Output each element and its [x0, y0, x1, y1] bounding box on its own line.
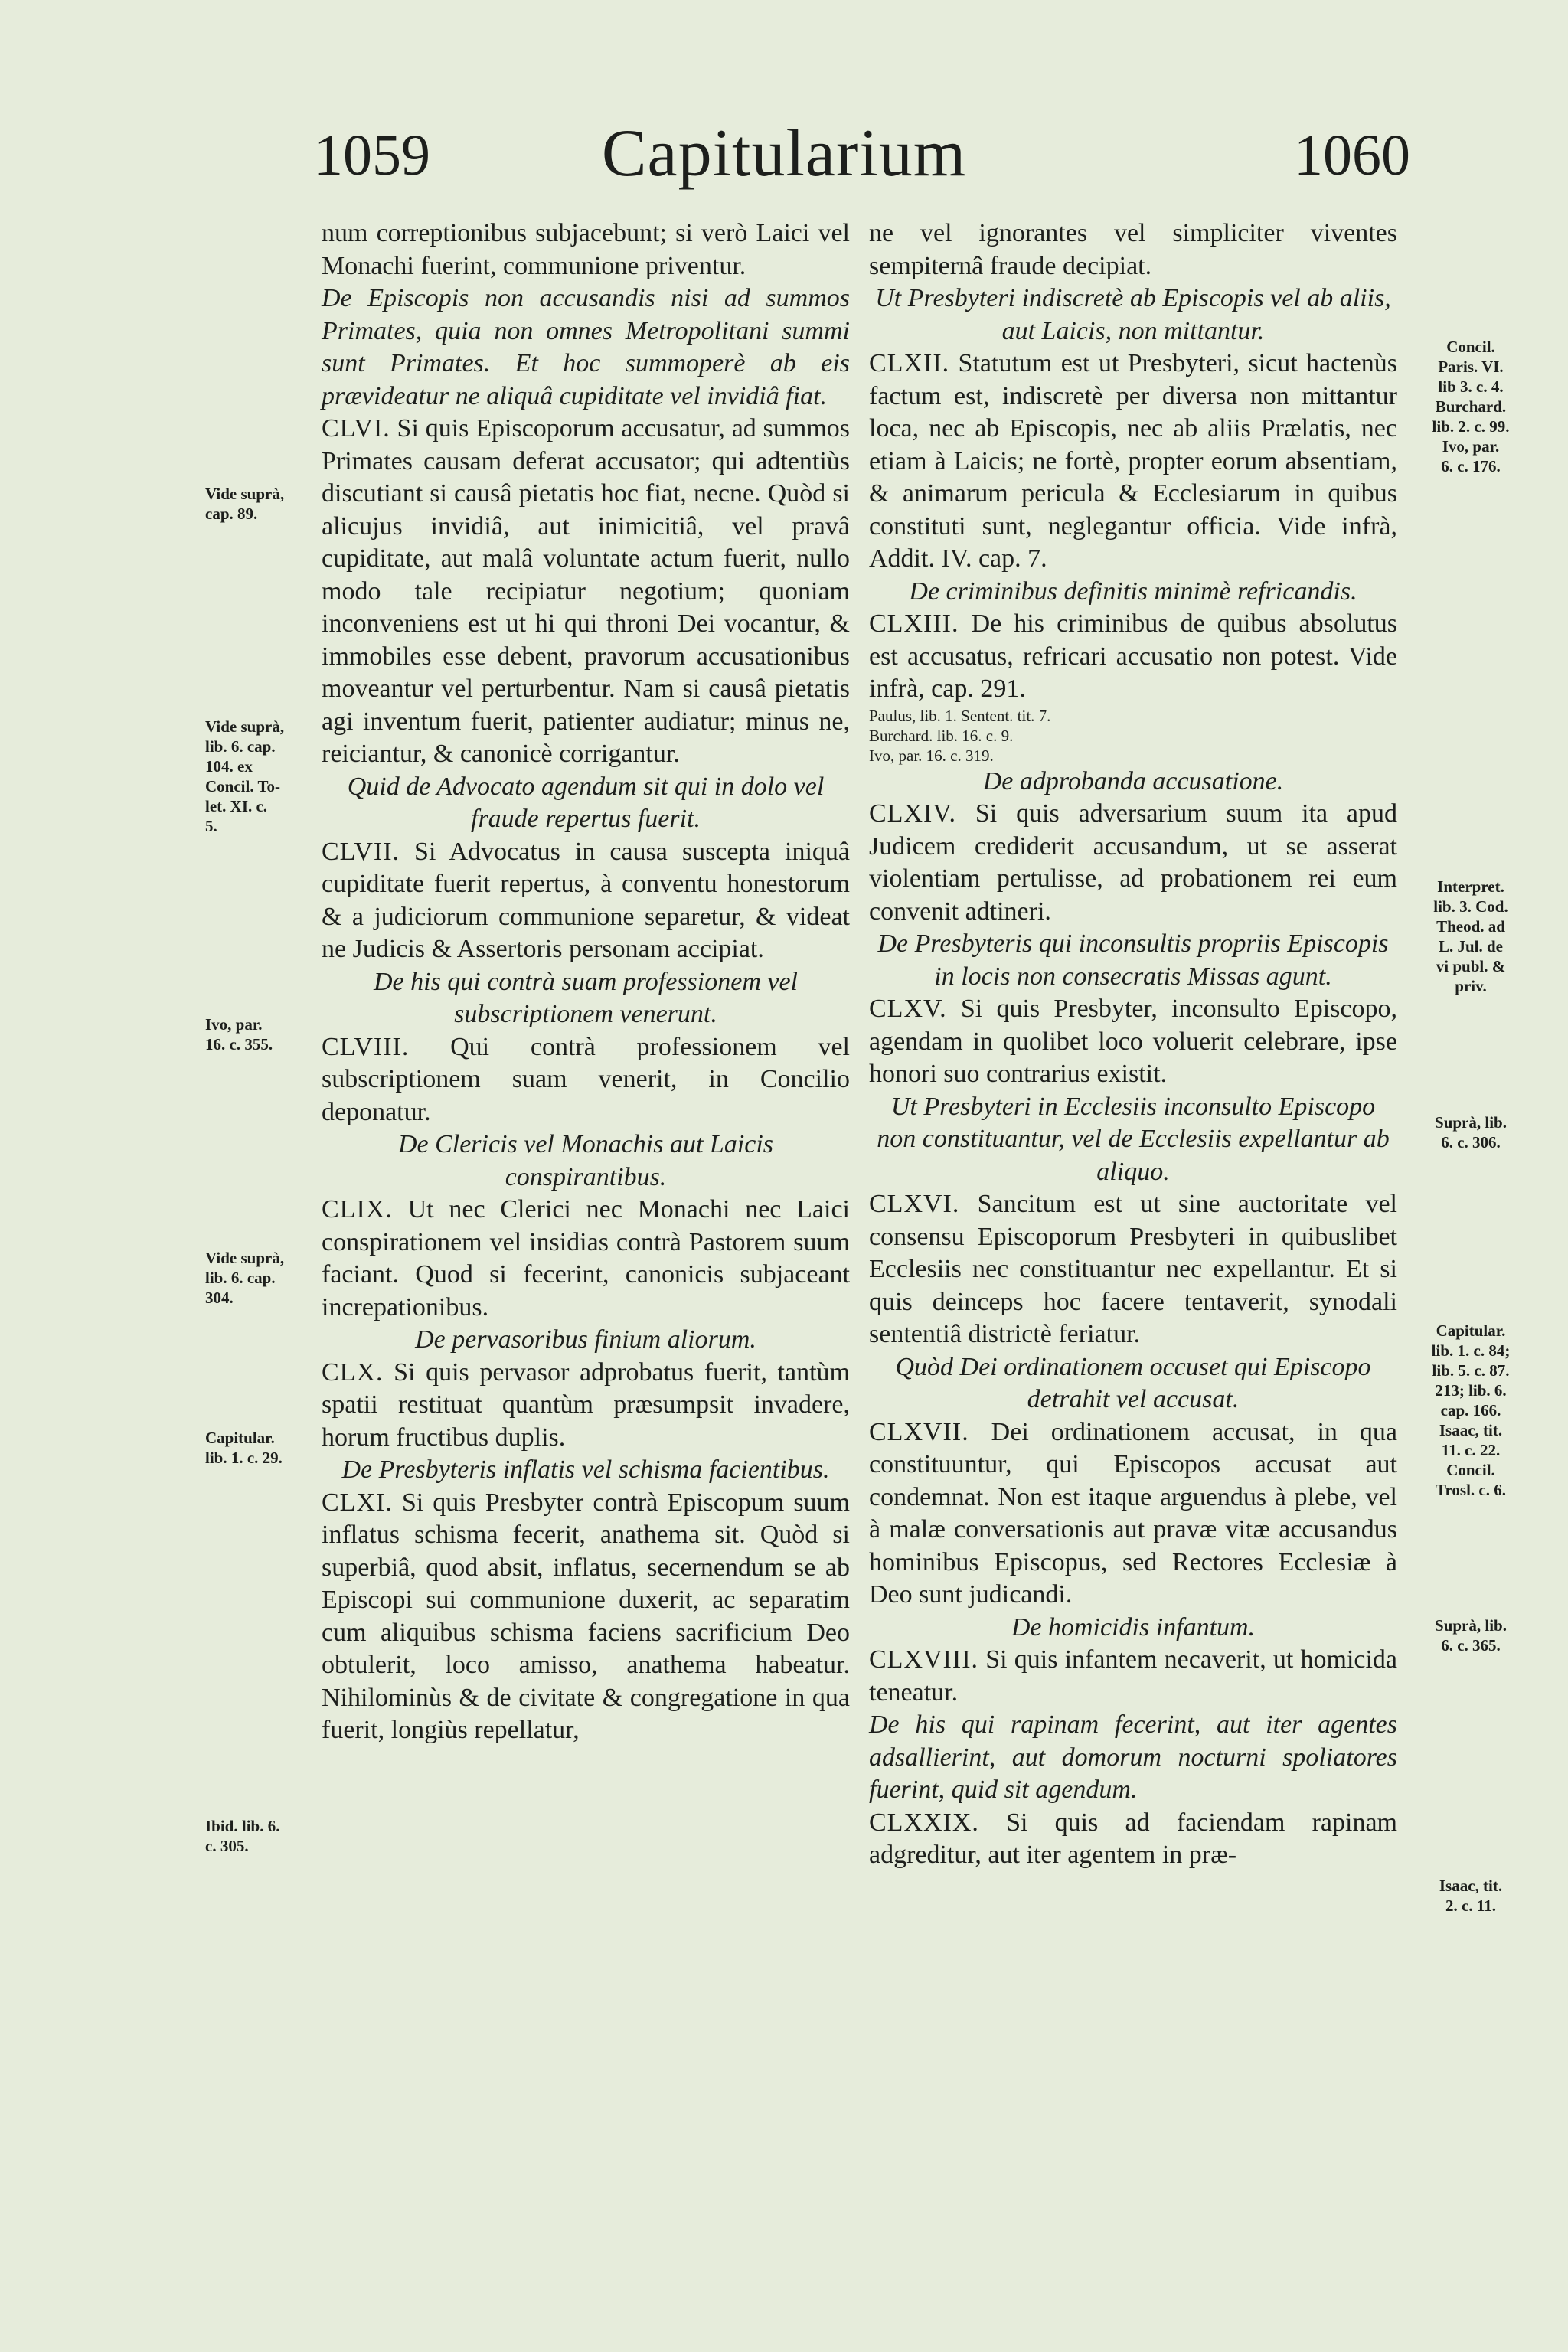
chapter-heading: De Presbyteris inflatis vel schisma facientibus.	[341, 1455, 830, 1484]
margin-note-right: Suprà, lib. 6. c. 365.	[1435, 1616, 1507, 1655]
chapter-number: CLXVI.	[869, 1190, 960, 1218]
chapter-heading: De Episcopis non accusandis nisi ad summos Primates, quia non omnes Metropolitani summi sunt Primates. Et hoc summoperè ab eis prævideatur ne aliquâ cupiditate vel invidiâ fiat.	[322, 284, 850, 410]
chapter-text	[322, 1487, 850, 1747]
source-references	[869, 706, 1397, 766]
margin-note-right: Capitular. lib. 1. c. 84; lib. 5. c. 87. 213; lib. 6. cap. 166. Isaac, tit. 11. c. 22. Concil. Trosl. c. 6.	[1431, 1321, 1511, 1499]
chapter-text	[322, 836, 850, 966]
chapter-number: CLXIII.	[869, 609, 959, 638]
margin-note-right: Suprà, lib. 6. c. 306.	[1435, 1113, 1507, 1152]
chapter-number: CLXXIX.	[869, 1808, 979, 1837]
chapter-text	[322, 1357, 850, 1455]
chapter-number: CLXI.	[322, 1488, 393, 1517]
chapter-text	[869, 1188, 1397, 1351]
chapter-heading: De his qui rapinam fecerint, aut iter agentes adsallierint, aut domorum nocturni spoliatores fuerint, quid sit agendum.	[869, 1710, 1397, 1804]
margin-note-left: Vide suprà, lib. 6. cap. 104. ex Concil. To- let. XI. c. 5.	[205, 717, 285, 835]
paragraph: num correptionibus subjacebunt; si verò Laici vel Monachi fuerint, communione priventur.	[322, 219, 850, 280]
margin-note-left: Ivo, par. 16. c. 355.	[205, 1015, 273, 1054]
chapter-heading: Ut Presbyteri in Ecclesiis inconsulto Episcopo non constituantur, vel de Ecclesiis expellantur ab aliquo.	[877, 1092, 1390, 1186]
page-number-left: 1059	[314, 123, 430, 188]
source-line: Ivo, par. 16. c. 319.	[869, 746, 994, 765]
chapter-body: Si Advocatus in causa suscepta iniquâ cupiditate fuerit repertus, à conventu honestorum & a judiciorum communione separetur, & videat ne Judicis & Assertoris personam accipiat.	[322, 837, 850, 963]
chapter-number: CLXVIII.	[869, 1645, 979, 1674]
chapter-number: CLXV.	[869, 995, 947, 1023]
chapter-number: CLVIII.	[322, 1032, 410, 1061]
chapter-heading: De pervasoribus finium aliorum.	[415, 1325, 756, 1354]
chapter-text	[322, 413, 850, 771]
margin-note-left: Vide suprà, cap. 89.	[205, 485, 285, 523]
source-line: Burchard. lib. 16. c. 9.	[869, 726, 1014, 745]
chapter-number: CLXII.	[869, 349, 950, 377]
chapter-body: Si quis Episcoporum accusatur, ad summos Primates causam deferat accusator; qui adtentiùs discutiant si causâ pietatis hoc fiat, necne. Quòd si alicujus invidiâ, aut inimicitiâ, vel pravâ cupiditate, aut malâ voluntate actum fuerit, nullo modo tale recipiatur negotium; quoniam inconveniens est ut hi qui throni Dei vocantur, & immobiles esse debent, pravorum accusationibus moveantur vel perturbentur. Nam si causâ pietatis agi inventum fuerit, patienter audiatur; minus ne, reiciantur, & canonicè corrigantur.	[322, 414, 851, 768]
margin-note-right: Interpret. lib. 3. Cod. Theod. ad L. Jul. de vi publ. & priv.	[1433, 877, 1508, 995]
right-column	[869, 217, 1397, 1872]
chapter-number: CLVI.	[322, 414, 390, 443]
chapter-number: CLXVII.	[869, 1417, 969, 1446]
chapter-text	[869, 608, 1397, 706]
chapter-heading: Ut Presbyteri indiscretè ab Episcopis vel ab aliis, aut Laicis, non mittantur.	[875, 284, 1391, 345]
chapter-text	[869, 348, 1397, 576]
margin-note-left: Vide suprà, lib. 6. cap. 304.	[205, 1249, 285, 1307]
chapter-text	[869, 993, 1397, 1091]
chapter-text	[869, 1807, 1397, 1872]
chapter-heading: De homicidis infantum.	[1011, 1612, 1256, 1642]
chapter-heading: De his qui contrà suam professionem vel subscriptionem venerunt.	[373, 967, 798, 1028]
chapter-body: Qui contrà professionem vel subscriptionem suam venerit, in Concilio deponatur.	[322, 1032, 851, 1126]
chapter-text	[869, 798, 1397, 928]
chapter-body: Si quis ad faciendam rapinam adgreditur, aut iter agentem in præ-	[869, 1808, 1398, 1869]
chapter-body: Si quis pervasor adprobatus fuerit, tantùm spatii restituat quantùm præsumpsit invadere, horum fructibus duplis.	[322, 1357, 850, 1452]
chapter-number: CLXIV.	[869, 799, 956, 828]
chapter-text	[869, 1416, 1397, 1612]
chapter-number: CLX.	[322, 1357, 384, 1387]
chapter-heading: De Presbyteris qui inconsultis propriis Episcopis in locis non consecratis Missas agunt.	[877, 929, 1389, 991]
chapter-body: Si quis infantem necaverit, ut homicida teneatur.	[869, 1645, 1398, 1707]
chapter-heading: De adprobanda accusatione.	[982, 766, 1284, 795]
source-line: Paulus, lib. 1. Sentent. tit. 7.	[869, 706, 1051, 725]
chapter-heading: Quid de Advocato agendum sit qui in dolo vel fraude repertus fuerit.	[347, 772, 825, 833]
chapter-body: Statutum est ut Presbyteri, sicut hactenùs factum est, indiscretè per diversa non mittantur loca, nec ab Episcopis, nec ab aliis Prælatis, nec etiam à Laicis; ne fortè, propter eorum absentiam, & animarum pericula & Ecclesiarum in quibus constituti sunt, neglegantur officia. Vide infrà, Addit. IV. cap. 7.	[869, 349, 1397, 573]
chapter-text	[869, 1644, 1397, 1709]
margin-note-left: Ibid. lib. 6. c. 305.	[205, 1817, 280, 1855]
chapter-heading: De Clericis vel Monachis aut Laicis conspirantibus.	[397, 1130, 774, 1191]
page-number-right: 1060	[1294, 123, 1410, 188]
chapter-body: Si quis Presbyter contrà Episcopum suum inflatus schisma fecerit, anathema sit. Quòd si superbiâ, quod absit, inflatus, secernendum se ab Episcopi sui communione duxerit, ac separatim cum aliquibus schisma faciens sacrificium Deo obtulerit, loco amisso, anathema habeatur. Nihilominùs & de civitate & congregatione in qua fuerit, longiùs repellatur,	[322, 1488, 851, 1744]
margin-note-right: Isaac, tit. 2. c. 11.	[1439, 1877, 1503, 1915]
chapter-number: CLIX.	[322, 1195, 393, 1223]
chapter-body: Si quis Presbyter, inconsulto Episcopo, agendam in quolibet loco voluerit celebrare, ipse honori suo contrarius existit.	[869, 995, 1397, 1088]
chapter-number: CLVII.	[322, 837, 400, 866]
margin-note-right: Concil. Paris. VI. lib 3. c. 4. Burchard. lib. 2. c. 99. Ivo, par. 6. c. 176.	[1432, 338, 1510, 475]
running-title: Capitularium	[601, 116, 967, 191]
chapter-body: Ut nec Clerici nec Monachi nec Laici conspirationem vel insidias contrà Pastorem suum faciant. Quod si fecerint, canonicis subjaceant increpationibus.	[322, 1195, 850, 1321]
left-column	[322, 217, 850, 1747]
paragraph: ne vel ignorantes vel simpliciter viventes sempiternâ fraude decipiat.	[869, 219, 1397, 280]
chapter-heading: Quòd Dei ordinationem occuset qui Episcopo detrahit vel accusat.	[895, 1352, 1371, 1413]
chapter-text	[322, 1194, 850, 1324]
chapter-body: Dei ordinationem accusat, in qua constituuntur, qui Episcopos accusat aut condemnat. Non est itaque arguendus à plebe, vel à malæ conversationis aut pravæ vitæ accusandus hominibus Episcopus, sed Rectores Ecclesiæ à Deo sunt judicandi.	[869, 1417, 1397, 1609]
chapter-heading: De criminibus definitis minimè refricandis.	[909, 577, 1357, 606]
chapter-body: Si quis adversarium suum ita apud Judicem crediderit accusandum, ut se asserat violentiam pertulisse, ad probationem rei eum convenit adtineri.	[869, 799, 1398, 926]
chapter-body: Sancitum est ut sine auctoritate vel consensu Episcoporum Presbyteri in quibuslibet Ecclesiis nec constituantur nec expellantur. Et si quis deinceps hoc facere tentaverit, synodali sententiâ districtè feriatur.	[869, 1190, 1398, 1348]
chapter-text	[322, 1031, 850, 1129]
chapter-body: De his criminibus de quibus absolutus est accusatus, refricari accusatio non potest. Vide infrà, cap. 291.	[869, 609, 1397, 703]
margin-note-left: Capitular. lib. 1. c. 29.	[205, 1429, 283, 1467]
